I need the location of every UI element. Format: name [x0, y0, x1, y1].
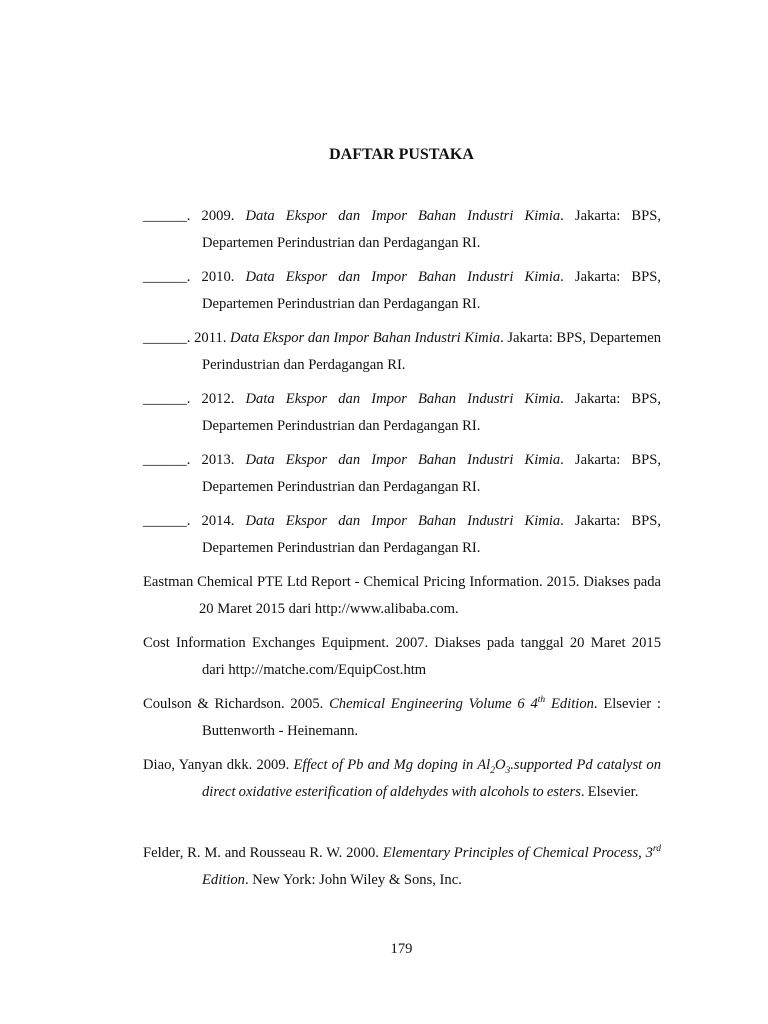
reference-publisher: . Jakarta: BPS, Departemen Perindustrian dan Perdagangan RI.	[202, 452, 662, 495]
reference-publisher: . Jakarta: BPS, Departemen Perindustrian dan Perdagangan RI.	[202, 269, 662, 312]
reference-text: Cost Information Exchanges Equipment. 2007. Diakses pada tanggal 20 Maret 2015 dari http://matche.com/EquipCost.htm	[143, 635, 661, 678]
page-title: DAFTAR PUSTAKA	[329, 146, 474, 163]
reference-publisher: . Jakarta: BPS, Departemen Perindustrian dan Perdagangan RI.	[202, 391, 662, 434]
reference-title: Elementary Principles of Chemical Process	[382, 845, 639, 861]
reference-entry	[143, 264, 661, 318]
reference-entry	[143, 325, 661, 379]
reference-publisher: . Jakarta: BPS, Departemen Perindustrian dan Perdagangan RI.	[202, 330, 661, 373]
reference-author: ______.	[143, 330, 191, 346]
reference-entry	[143, 508, 661, 562]
reference-year: 2013.	[201, 452, 235, 468]
reference-title: Data Ekspor dan Impor Bahan Industri Kimia	[245, 513, 561, 529]
reference-text: Eastman Chemical PTE Ltd Report - Chemical Pricing Information. 2015. Diakses pada 20 Maret 2015 dari http://www.alibaba.com.	[143, 574, 661, 617]
reference-author: ______.	[143, 208, 191, 224]
reference-year: 2012.	[201, 391, 235, 407]
reference-publisher: . Jakarta: BPS, Departemen Perindustrian dan Perdagangan RI.	[202, 208, 662, 251]
reference-title: Effect of Pb and Mg doping in $Al_2O_3.supported$ Pd catalyst on direct oxidative esterification of aldehydes with alcohols to esters	[202, 757, 662, 800]
reference-author: ______.	[143, 513, 191, 529]
reference-publisher: . Elsevier.	[580, 784, 639, 800]
reference-entry	[143, 752, 661, 806]
reference-author: Felder, R. M. and Rousseau R. W. 2000.	[143, 845, 379, 861]
reference-entry	[143, 386, 661, 440]
reference-title: Data Ekspor dan Impor Bahan Industri Kimia	[245, 269, 561, 285]
reference-entry	[143, 630, 661, 684]
reference-year: 2009.	[201, 208, 235, 224]
reference-author: Diao, Yanyan dkk. 2009.	[143, 757, 290, 773]
reference-publisher: . Jakarta: BPS, Departemen Perindustrian dan Perdagangan RI.	[202, 513, 662, 556]
reference-title: Data Ekspor dan Impor Bahan Industri Kimia	[245, 391, 561, 407]
reference-author: ______.	[143, 269, 191, 285]
reference-entry	[143, 447, 661, 501]
page-number: 179	[390, 941, 413, 957]
reference-entry: Felder, R. M. and Rousseau R. W. 2000. Elementary Principles of Chemical Process, 3rd Edition. New York: John Wiley & Sons, Inc.	[143, 844, 661, 888]
reference-edition: 3rd Edition	[202, 844, 661, 888]
reference-entry	[143, 691, 661, 745]
reference-title: Data Ekspor dan Impor Bahan Industri Kimia	[245, 208, 561, 224]
reference-publisher: . New York: John Wiley & Sons, Inc.	[244, 872, 462, 888]
reference-year: 2010.	[201, 269, 235, 285]
reference-author: ______.	[143, 452, 191, 468]
reference-title: Data Ekspor dan Impor Bahan Industri Kimia	[230, 330, 501, 346]
reference-entry	[143, 203, 661, 257]
reference-author: ______.	[143, 391, 191, 407]
reference-title: Chemical Engineering Volume 6 4th Edition	[329, 695, 594, 712]
reference-title: Data Ekspor dan Impor Bahan Industri Kimia	[245, 452, 561, 468]
reference-year: 2011.	[194, 330, 227, 346]
reference-entry	[143, 569, 661, 623]
reference-year: 2014.	[201, 513, 235, 529]
reference-author: Coulson & Richardson. 2005.	[143, 696, 324, 712]
reference-publisher: . Elsevier : Buttenworth - Heinemann.	[202, 696, 661, 739]
